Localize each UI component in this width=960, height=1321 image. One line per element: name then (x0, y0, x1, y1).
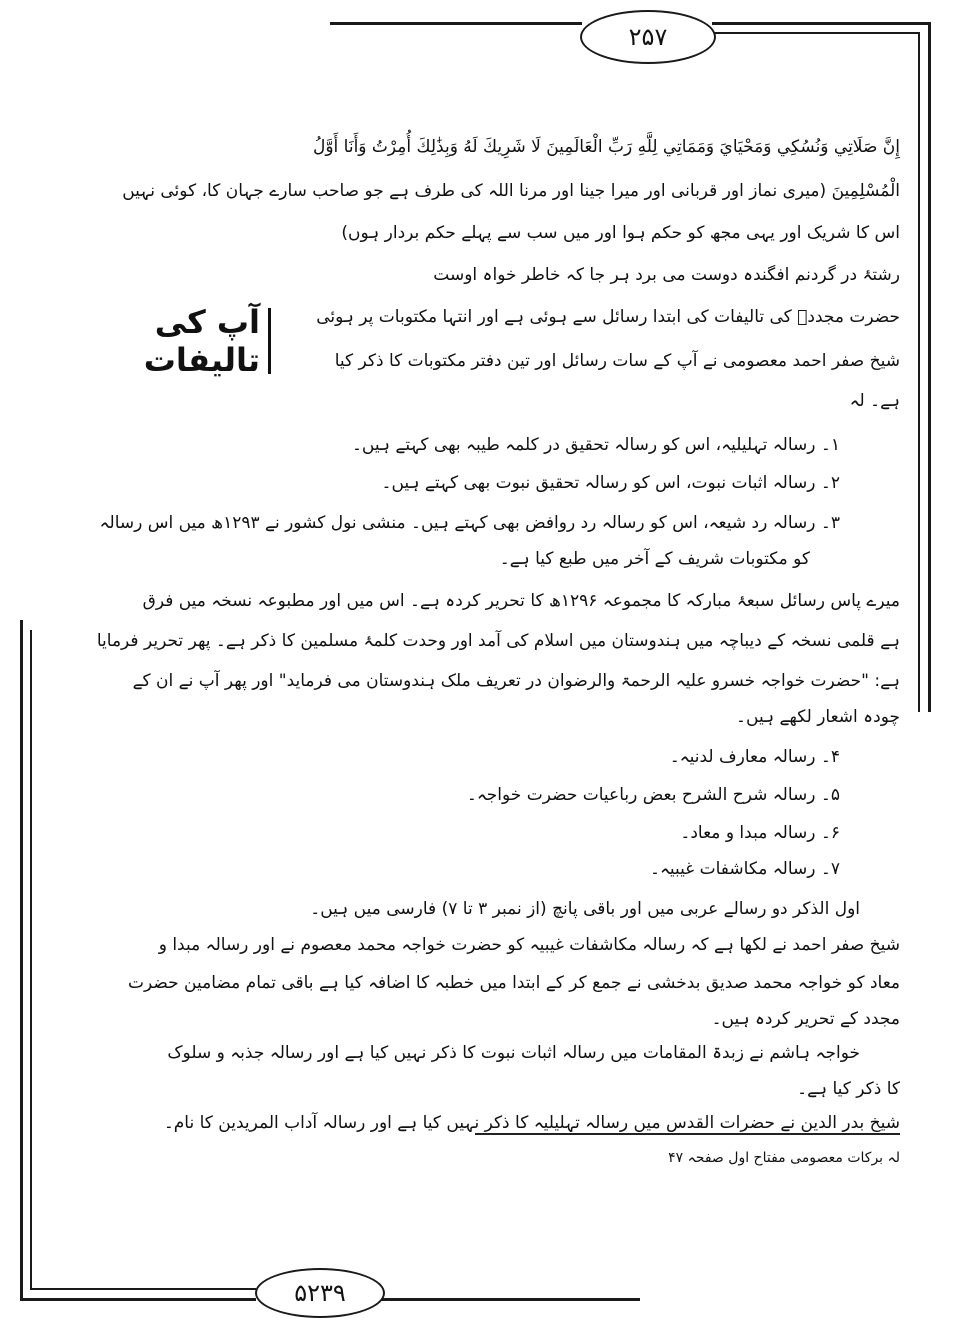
paragraph-line: حضرت مجددؒ کی تالیفات کی ابتدا رسائل سے ہوئی ہے اور انتہا مکتوبات پر ہوئی (316, 307, 900, 327)
frame-bottom-outer (20, 1298, 256, 1301)
paragraph-line: کا ذکر کیا ہے۔ (797, 1079, 900, 1099)
page-number-top: ۲۵۷ (580, 10, 716, 64)
paragraph-line: شیخ صفر احمد نے لکھا ہے کہ رسالہ مکاشفات غیبیہ کو حضرت خواجہ محمد معصوم نے اور رسالہ مبدا و (158, 935, 900, 955)
frame-bottom-inner (30, 1288, 256, 1290)
quran-verse-line-2: الْمُسْلِمِينَ (میری نماز اور قربانی اور میرا جینا اور مرنا اللہ کی طرف ہے جو صاحب سارے جہان کا، کوئی نہیں (122, 181, 900, 201)
paragraph-line: ہے۔ لہ (849, 391, 900, 411)
translation-line: اس کا شریک اور یہی مجھ کو حکم ہوا اور میں سب سے پہلے حکم بردار ہوں) (341, 223, 900, 243)
frame-left-outer (20, 620, 23, 1300)
list-item-4: ۴۔ رسالہ معارف لدنیہ۔ (669, 747, 840, 767)
paragraph-line: معاد کو خواجہ محمد صدیق بدخشی نے جمع کر کے ابتدا میں خطبہ کا اضافہ کیا ہے باقی تمام مضامین حضرت (128, 973, 900, 993)
paragraph-line: میرے پاس رسائل سبعۂ مبارکہ کا مجموعہ ۱۲۹۶ھ کا تحریر کردہ ہے۔ اس میں اور مطبوعہ نسخہ میں فرق (142, 591, 900, 611)
quran-verse-line-1: إِنَّ صَلَاتِي وَنُسُكِي وَمَحْيَايَ وَمَمَاتِي لِلَّهِ رَبِّ الْعَالَمِينَ لَا شَرِيكَ لَهُ وَبِذَٰلِكَ أُمِرْتُ وَأَنَا أَوَّلُ (312, 137, 900, 157)
list-item-6: ۶۔ رسالہ مبدا و معاد۔ (680, 823, 840, 843)
paragraph-line: ہے: "حضرت خواجہ خسرو علیہ الرحمۃ والرضوان در تعریف ملک ہندوستان می فرماید" اور پھر آپ نے ان کے (132, 671, 900, 691)
frame-top-outer (712, 22, 930, 25)
list-item-5: ۵۔ رسالہ شرح الشرح بعض رباعیات حضرت خواجہ۔ (466, 785, 840, 805)
paragraph-line: شیخ بدر الدین نے حضرات القدس میں رسالہ تہلیلیہ کا ذکر نہیں کیا ہے اور رسالہ آداب المریدین کا نام۔ (163, 1113, 900, 1133)
footnote: لہ برکات معصومی مفتاح اول صفحہ ۴۷ (668, 1150, 900, 1166)
frame-bottom-right-stub (380, 1298, 640, 1301)
list-item-1: ۱۔ رسالہ تہلیلیہ، اس کو رسالہ تحقیق در کلمہ طیبہ بھی کہتے ہیں۔ (351, 435, 840, 455)
paragraph-line: ہے قلمی نسخہ کے دیباچہ میں ہندوستان میں اسلام کی آمد اور وحدت کلمۂ مسلمین کا ذکر ہے۔ پھر تحریر فرمایا (96, 631, 900, 651)
paragraph-line: اول الذکر دو رسالے عربی میں اور باقی پانچ (از نمبر ۳ تا ۷) فارسی میں ہیں۔ (310, 899, 860, 919)
page-body (90, 120, 900, 1166)
list-item-3-cont: کو مکتوبات شریف کے آخر میں طبع کیا ہے۔ (499, 549, 810, 569)
list-item-7: ۷۔ رسالہ مکاشفات غیبیہ۔ (650, 859, 840, 879)
list-item-3: ۳۔ رسالہ رد شیعہ، اس کو رسالہ رد روافض بھی کہتے ہیں۔ منشی نول کشور نے ۱۲۹۳ھ میں اس رسالہ (99, 513, 840, 533)
section-title: آپ کی تالیفات (143, 303, 260, 379)
footnote-divider (475, 1133, 900, 1135)
paragraph-line: شیخ صفر احمد معصومی نے آپ کے سات رسائل اور تین دفتر مکتوبات کا ذکر کیا (334, 351, 900, 371)
title-divider (268, 308, 271, 374)
paragraph-line: مجدد کے تحریر کردہ ہیں۔ (711, 1009, 900, 1029)
frame-top-left-stub (330, 22, 582, 25)
frame-right-outer (928, 22, 931, 712)
paragraph-line: چودہ اشعار لکھے ہیں۔ (736, 707, 900, 727)
frame-top-inner (712, 32, 920, 34)
paragraph-line: خواجہ ہاشم نے زبدۃ المقامات میں رسالہ اثبات نبوت کا ذکر نہیں کیا ہے اور رسالہ جذبہ و سلوک (167, 1043, 860, 1063)
page-number-bottom: ۵۲۳۹ (255, 1268, 385, 1318)
list-item-2: ۲۔ رسالہ اثبات نبوت، اس کو رسالہ تحقیق نبوت بھی کہتے ہیں۔ (381, 473, 840, 493)
persian-couplet: رشتۂ در گردنم افگندہ دوست می برد ہر جا کہ خاطر خواہ اوست (433, 265, 900, 285)
frame-right-inner (918, 32, 920, 712)
frame-left-inner (30, 630, 32, 1290)
